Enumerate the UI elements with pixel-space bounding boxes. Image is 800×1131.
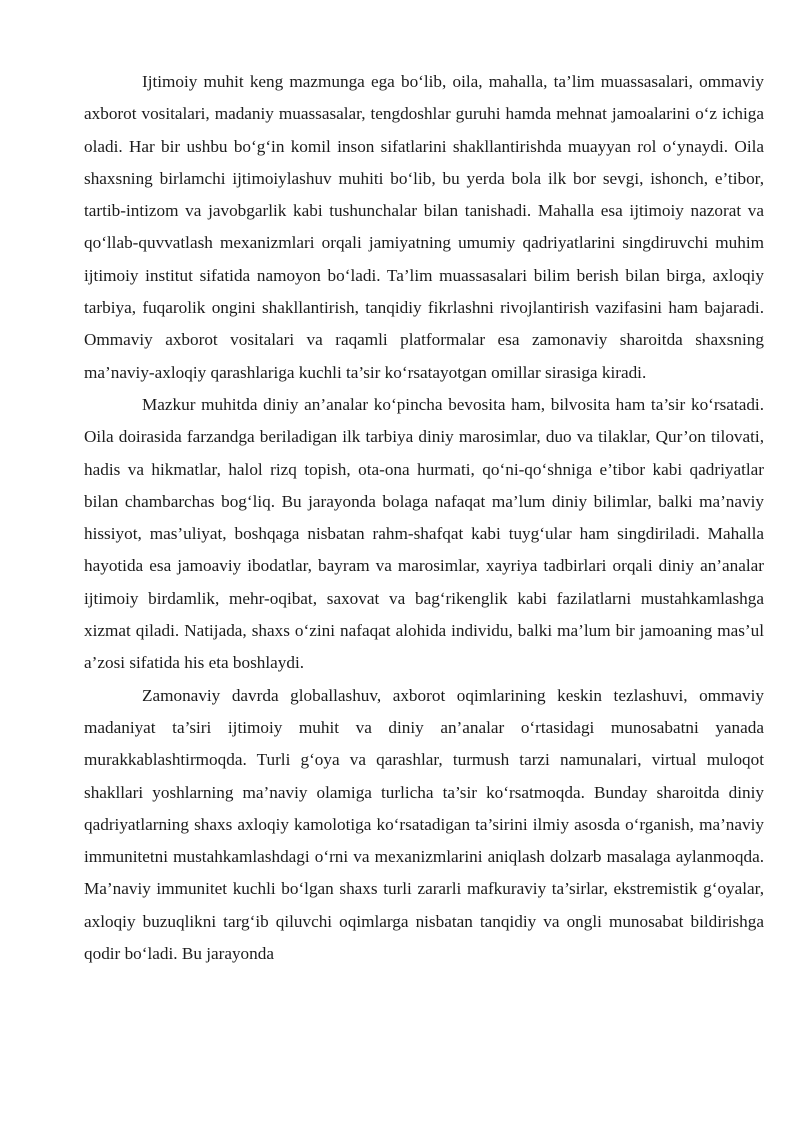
paragraph-1: Ijtimoiy muhit keng mazmunga ega bo‘lib, oila, mahalla, ta’lim muassasalari, ommaviy axborot vositalari, madaniy muassasalar, tengdoshlar guruhi hamda mehnat jamoalarini o‘z ichiga oladi. Har bir ushbu bo‘g‘in komil inson sifatlarini shakllantirishda muayyan rol o‘ynaydi. Oila shaxsning birlamchi ijtimoiylashuv muhiti bo‘lib, bu yerda bola ilk bor sevgi, ishonch, e’tibor, tartib-intizom va javobgarlik kabi tushunchalar bilan tanishadi. Mahalla esa ijtimoiy nazorat va qo‘llab-quvvatlash mexanizmlari orqali jamiyatning umumiy qadriyatlarini singdiruvchi muhim ijtimoiy institut sifatida namoyon bo‘ladi. Ta’lim muassasalari bilim berish bilan birga, axloqiy tarbiya, fuqarolik ongini shakllantirish, tanqidiy fikrlashni rivojlantirish vazifasini ham bajaradi. Ommaviy axborot vositalari va raqamli platformalar esa zamonaviy sharoitda shaxsning ma’naviy-axloqiy qarashlariga kuchli ta’sir ko‘rsatayotgan omillar sirasiga kiradi. <box>84 72 764 382</box>
document-page <box>84 66 764 970</box>
paragraph-3: Zamonaviy davrda globallashuv, axborot oqimlarining keskin tezlashuvi, ommaviy madaniyat ta’siri ijtimoiy muhit va diniy an’analar o‘rtasidagi munosabatni yanada murakkablashtirmoqda. Turli g‘oya va qarashlar, turmush tarzi namunalari, virtual muloqot shakllari yoshlarning ma’naviy olamiga turlicha ta’sir ko‘rsatmoqda. Bunday sharoitda diniy qadriyatlarning shaxs axloqiy kamolotiga ko‘rsatadigan ta’sirini ilmiy asosda o‘rganish, ma’naviy immunitetni mustahkamlashdagi o‘rni va mexanizmlarini aniqlash dolzarb masalaga aylanmoqda. Ma’naviy immunitet kuchli bo‘lgan shaxs turli zararli mafkuraviy ta’sirlar, ekstremistik g‘oyalar, axloqiy buzuqlikni targ‘ib qiluvchi oqimlarga nisbatan tanqidiy va ongli munosabat bildirishga qodir bo‘ladi. Bu jarayonda <box>84 685 764 964</box>
paragraph-2: Mazkur muhitda diniy an’analar ko‘pincha bevosita ham, bilvosita ham ta’sir ko‘rsatadi. Oila doirasida farzandga beriladigan ilk tarbiya diniy marosimlar, duo va tilaklar, Qur’on tilovati, hadis va hikmatlar, halol rizq topish, ota-ona hurmati, qo‘ni-qo‘shniga e’tibor kabi qadriyatlar bilan chambarchas bog‘liq. Bu jarayonda bolaga nafaqat ma’lum diniy bilimlar, balki ma’naviy hissiyot, mas’uliyat, boshqaga nisbatan rahm-shafqat kabi tuyg‘ular ham singdiriladi. Mahalla hayotida esa jamoaviy ibodatlar, bayram va marosimlar, xayriya tadbirlari orqali diniy an’analar ijtimoiy birdamlik, mehr-oqibat, saxovat va bag‘rikenglik kabi fazilatlarni mustahkamlashga xizmat qiladi. Natijada, shaxs o‘zini nafaqat alohida individu, balki ma’lum bir jamoaning mas’ul a’zosi sifatida his eta boshlaydi. <box>84 394 764 673</box>
